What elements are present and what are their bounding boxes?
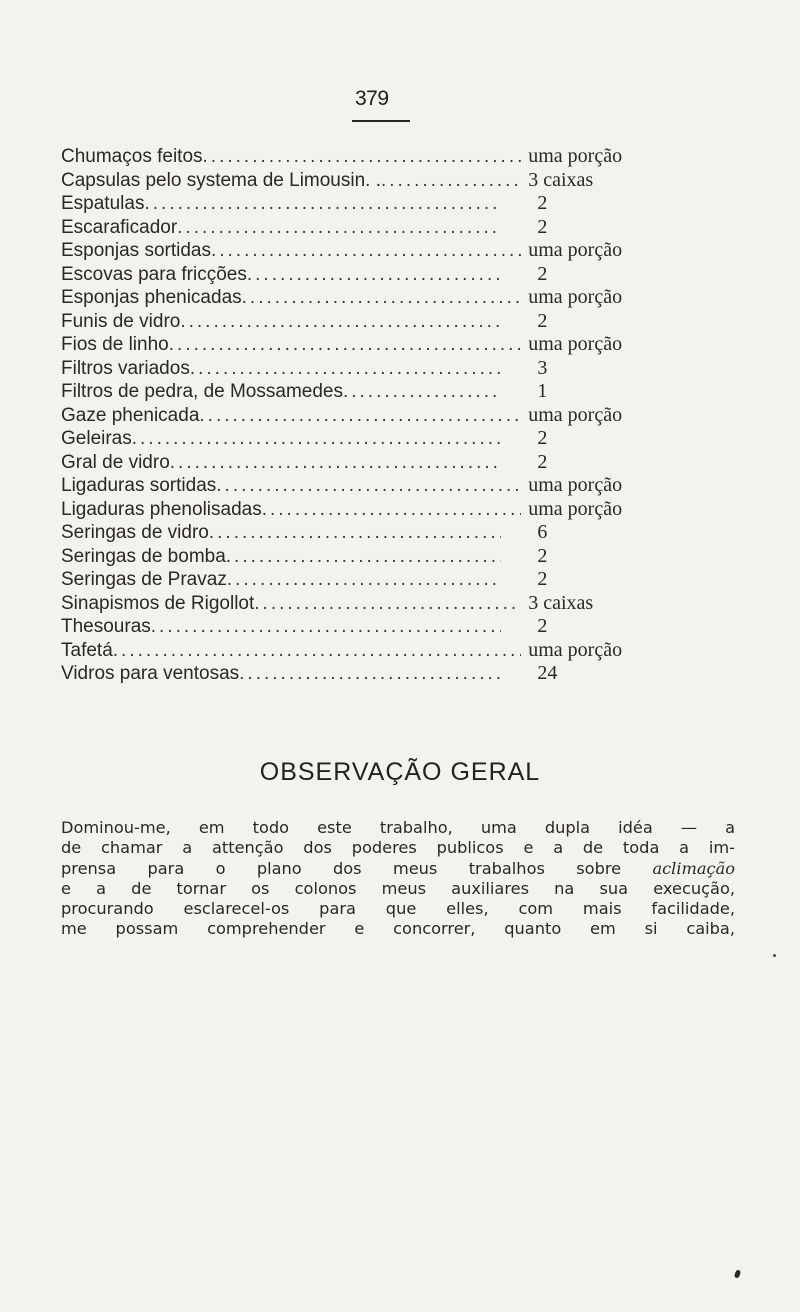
inventory-row	[61, 169, 741, 193]
item-quantity: 2	[537, 450, 548, 473]
inventory-row	[61, 615, 741, 639]
item-name: Filtros variados	[61, 357, 190, 379]
dot-leader	[190, 357, 502, 381]
item-quantity: 2	[537, 192, 548, 214]
item-quantity: 3 caixas	[528, 591, 594, 614]
inventory-row	[61, 639, 741, 663]
inventory-row	[61, 521, 741, 545]
inventory-row	[61, 568, 741, 592]
inventory-row	[61, 216, 741, 240]
page-number-underline	[352, 120, 410, 122]
dot-leader	[203, 145, 522, 169]
item-cell	[61, 380, 501, 404]
dot-leader	[180, 310, 501, 334]
inventory-row	[61, 592, 741, 616]
inventory-row	[61, 333, 741, 357]
dot-leader	[144, 192, 501, 216]
item-name: Vidros para ventosas	[61, 663, 240, 684]
item-cell	[61, 451, 501, 475]
dot-leader	[169, 333, 521, 357]
item-name: Ligaduras phenolisadas	[61, 498, 262, 520]
item-quantity: uma porção	[528, 474, 623, 496]
item-name: Ligaduras sortidas	[61, 475, 217, 496]
item-quantity: 2	[537, 544, 548, 567]
item-quantity: 2	[537, 427, 548, 449]
item-name: Capsulas pelo systema de Limousin. .	[61, 169, 381, 191]
item-quantity: 2	[537, 262, 548, 285]
inventory-row	[61, 498, 741, 522]
inventory-row	[61, 145, 741, 169]
inventory-row	[61, 427, 741, 451]
item-name: Fios de linho	[61, 334, 169, 355]
item-quantity: uma porção	[528, 333, 623, 355]
item-quantity: 24	[537, 662, 558, 684]
page-number: 379	[355, 87, 389, 110]
item-name: Espatulas	[61, 193, 145, 214]
item-quantity: 1	[537, 380, 548, 402]
inventory-row	[61, 545, 741, 569]
dot-leader	[211, 239, 521, 263]
item-quantity: uma porção	[528, 497, 623, 520]
ink-speck	[773, 954, 776, 957]
dot-leader	[199, 404, 521, 428]
item-quantity: 2	[537, 309, 548, 332]
item-cell	[61, 357, 501, 381]
inventory-list	[61, 145, 741, 686]
observation-paragraph	[61, 818, 735, 940]
dot-leader	[381, 169, 521, 193]
item-quantity: 3	[537, 356, 548, 379]
item-name: Sinapismos de Rigollot	[61, 592, 255, 614]
inventory-row	[61, 192, 741, 216]
dot-leader	[170, 451, 502, 475]
item-name: Seringas de bomba	[61, 545, 226, 567]
paragraph-line: prensa para o plano dos meus trabalhos sobre aclimação	[61, 858, 735, 878]
inventory-row	[61, 662, 741, 686]
item-name: Thesouras	[61, 616, 151, 637]
item-name: Escarafiсador	[61, 216, 178, 238]
item-cell	[61, 216, 501, 240]
dot-leader	[132, 427, 502, 451]
item-cell	[61, 615, 501, 639]
dot-leader	[227, 568, 502, 592]
paragraph-line: procurando esclarecel-os para que elles, com mais facilidade,	[61, 899, 735, 919]
inventory-row	[61, 474, 741, 498]
inventory-row	[61, 286, 741, 310]
item-cell	[61, 145, 521, 169]
printer-mark	[734, 1269, 741, 1278]
inventory-row	[61, 263, 741, 287]
item-cell	[61, 545, 501, 569]
item-cell	[61, 662, 501, 686]
item-cell	[61, 169, 521, 193]
item-quantity: 2	[537, 215, 548, 238]
dot-leader	[242, 286, 522, 310]
paragraph-line: de chamar a attenção dos poderes publicos e a de toda a im-	[61, 838, 735, 858]
inventory-row	[61, 310, 741, 334]
item-cell	[61, 239, 521, 263]
item-cell	[61, 498, 521, 522]
item-name: Funis de vidro	[61, 310, 181, 332]
item-quantity: 3 caixas	[528, 168, 594, 191]
item-cell	[61, 263, 501, 287]
dot-leader	[226, 545, 502, 569]
item-name: Esponjas phenicadas	[61, 287, 242, 308]
item-cell	[61, 404, 521, 428]
inventory-row	[61, 404, 741, 428]
item-quantity: uma porção	[528, 403, 623, 426]
item-cell	[61, 568, 501, 592]
item-name: Gral de vidro	[61, 451, 170, 473]
item-name: Chumaços feitos	[61, 146, 203, 167]
dot-leader	[343, 380, 501, 404]
item-name: Seringas de Pravaz	[61, 569, 227, 590]
emphasis-word: aclimação	[652, 858, 735, 878]
inventory-row	[61, 380, 741, 404]
item-cell	[61, 333, 521, 357]
item-cell	[61, 310, 501, 334]
item-name: Escovas para fricções	[61, 263, 247, 285]
item-name: Filtros de pedra, de Mossamedes	[61, 381, 343, 402]
dot-leader	[151, 615, 502, 639]
item-name: Geleiras	[61, 428, 132, 449]
item-cell	[61, 521, 501, 545]
item-quantity: 2	[537, 568, 548, 590]
paragraph-line: e a de tornar os colonos meus auxiliares na sua execução,	[61, 878, 735, 898]
item-quantity: uma porção	[528, 145, 623, 167]
item-name: Gaze phenicada	[61, 404, 200, 426]
dot-leader	[254, 592, 521, 616]
dot-leader	[113, 639, 521, 663]
item-quantity: uma porção	[528, 239, 623, 261]
inventory-row	[61, 239, 741, 263]
dot-leader	[177, 216, 501, 240]
dot-leader	[239, 662, 501, 686]
dot-leader	[262, 498, 522, 522]
item-quantity: 6	[537, 521, 548, 543]
item-quantity: uma porção	[528, 286, 623, 308]
item-name: Seringas de vidro	[61, 522, 209, 543]
item-name: Tafetá	[61, 639, 113, 661]
dot-leader	[247, 263, 502, 287]
item-cell	[61, 474, 521, 498]
item-quantity: uma porção	[528, 638, 623, 661]
item-cell	[61, 427, 501, 451]
dot-leader	[216, 474, 521, 498]
item-cell	[61, 192, 501, 216]
paragraph-line: me possam comprehender e concorrer, quanto em si caiba,	[61, 919, 735, 939]
inventory-row	[61, 451, 741, 475]
item-cell	[61, 286, 521, 310]
item-cell	[61, 592, 521, 616]
item-name: Esponjas sortidas	[61, 240, 211, 261]
paragraph-line: Dominou-me, em todo este trabalho, uma dupla idéa — a	[61, 818, 735, 837]
item-cell	[61, 639, 521, 663]
inventory-row	[61, 357, 741, 381]
item-quantity: 2	[537, 615, 548, 637]
dot-leader	[209, 521, 502, 545]
section-heading: OBSERVAÇÃO GERAL	[259, 758, 541, 786]
